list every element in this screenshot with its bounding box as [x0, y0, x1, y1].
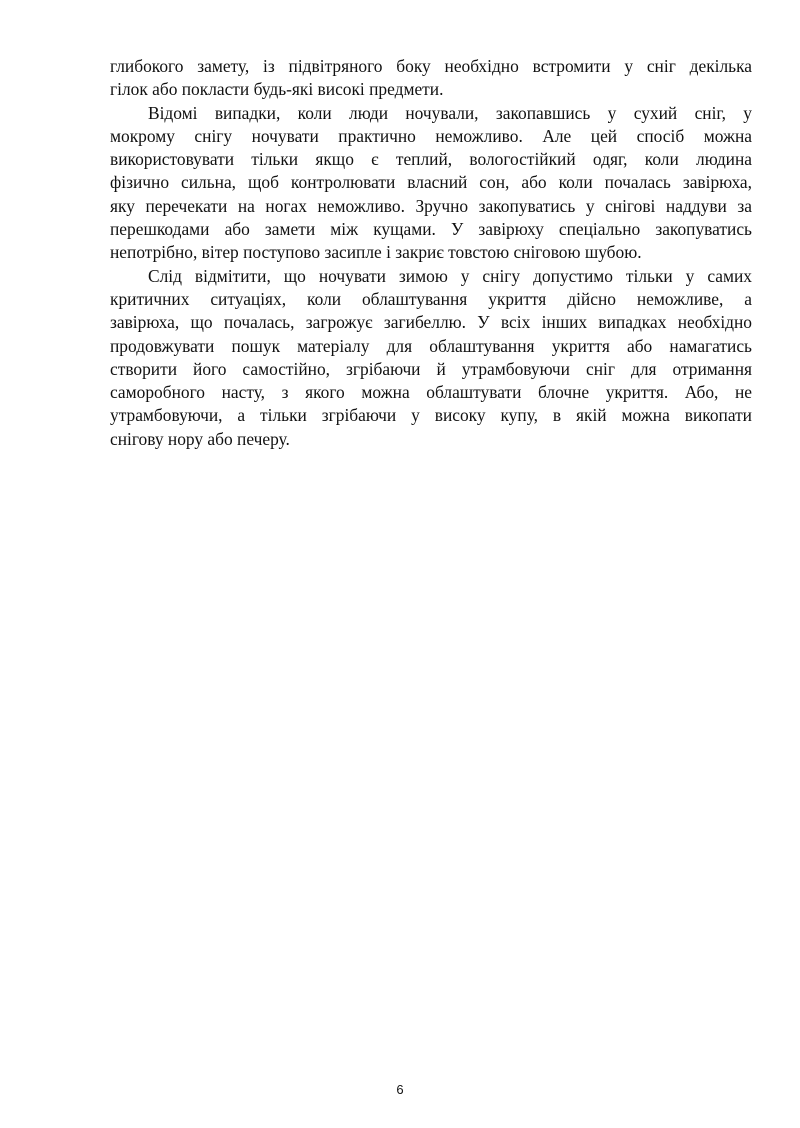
text-line: утрамбовуючи, а тільки згрібаючи у високу купу, в якій можна викопати	[110, 405, 752, 426]
text-line: глибокого замету, із підвітряного боку необхідно встромити у сніг декілька	[110, 56, 752, 76]
text-line: непотрібно, вітер поступово засипле і закриє товстою сніговою шубою.	[110, 242, 642, 263]
text-line: критичних ситуаціях, коли облаштування укриття дійсно неможливе, а	[110, 288, 752, 309]
text-line: снігову нору або печеру.	[110, 428, 290, 449]
text-line: яку перечекати на ногах неможливо. Зручно закопуватись у снігові наддуви за	[110, 195, 752, 216]
page-number: 6	[396, 1082, 404, 1097]
document-body	[110, 55, 752, 451]
paragraph-start-line: Відомі випадки, коли люди ночували, закопавшись у сухий сніг, у	[148, 102, 752, 123]
text-line: фізично сильна, щоб контролювати власний сон, або коли почалась завірюха,	[110, 172, 752, 193]
text-line: створити його самостійно, згрібаючи й утрамбовуючи сніг для отримання	[110, 358, 752, 379]
text-line: завірюха, що почалась, загрожує загибеллю. У всіх інших випадках необхідно	[110, 312, 752, 333]
text-line: перешкодами або замети між кущами. У завірюху спеціально закопуватись	[110, 219, 752, 240]
text-line: гілок або покласти будь-які високі предмети.	[110, 79, 444, 100]
text-line: продовжувати пошук матеріалу для облаштування укриття або намагатись	[110, 335, 752, 356]
text-line: використовувати тільки якщо є теплий, вологостійкий одяг, коли людина	[110, 149, 752, 170]
text-line: мокрому снігу ночувати практично неможливо. Але цей спосіб можна	[110, 125, 752, 146]
paragraph-start-line: Слід відмітити, що ночувати зимою у снігу допустимо тільки у самих	[148, 265, 752, 286]
text-line: саморобного насту, з якого можна облаштувати блочне укриття. Або, не	[110, 382, 752, 403]
